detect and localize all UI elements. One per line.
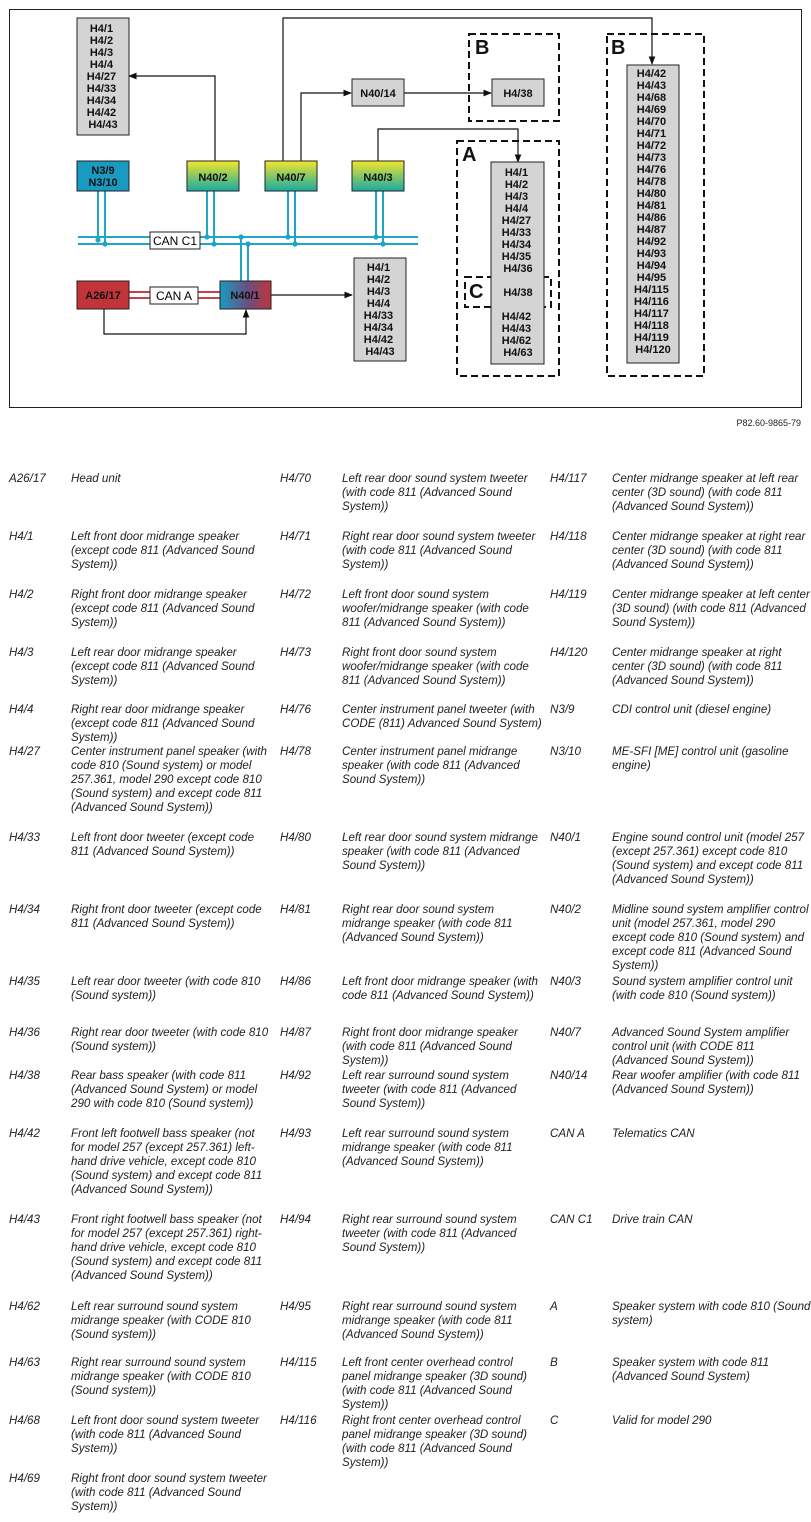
legend-code: H4/68 [9,1414,40,1427]
speaker-code: H4/33 [501,227,532,239]
group-a-label: A [462,144,477,166]
legend-description: Center midrange speaker at right center (3D sound) (with code 811 (Advanced Sound System)) [612,646,783,687]
legend-description: Drive train CAN [612,1213,693,1226]
speaker-code: H4/94 [636,260,667,272]
legend-code: H4/36 [9,1026,40,1039]
speaker-code: H4/27 [86,71,117,83]
speaker-code: H4/34 [86,95,117,107]
legend-description: Center instrument panel speaker (with code 810 (Sound system) or model 257.361, model 290 except code 810 (Sound system) and except code 811 (Advanced Sound System)) [71,745,267,814]
speaker-code: H4/118 [634,320,669,332]
legend-code: N40/3 [550,975,581,988]
n3-9-label: N3/9 [91,165,115,177]
legend-description: Left front door sound system tweeter (with code 811 (Advanced Sound System)) [71,1414,260,1455]
legend-description: Engine sound control unit (model 257 (except 257.361) except code 810 (Sound system) and except code 811 (Advanced Sound System)) [612,831,805,886]
legend-description: CDI control unit (diesel engine) [612,703,772,716]
legend-code: N40/2 [550,903,581,916]
legend-description: Left rear door sound system tweeter (with code 811 (Advanced Sound System)) [342,472,528,513]
legend-description: Left front door midrange speaker (with code 811 (Advanced Sound System)) [342,975,538,1002]
legend-code: H4/78 [280,745,311,758]
legend-code: H4/119 [550,588,587,601]
legend-description: Right rear door sound system midrange speaker (with code 811 (Advanced Sound System)) [342,903,513,944]
legend-description: Center midrange speaker at left rear center (3D sound) (with code 811 (Advanced Sound System)) [612,472,799,513]
legend-description: Center midrange speaker at left center (3D sound) (with code 811 (Advanced Sound System)) [612,588,810,629]
n40-2-output-list [87,23,119,131]
speaker-code: H4/68 [636,92,667,104]
legend-description: Valid for model 290 [612,1414,712,1427]
speaker-code: H4/62 [501,335,532,347]
speaker-code: H4/34 [363,322,394,334]
legend-code: H4/43 [9,1213,40,1226]
speaker-code: H4/86 [636,212,667,224]
legend-code: H4/70 [280,472,311,485]
legend-code: N40/1 [550,831,581,844]
legend-code: H4/3 [9,646,34,659]
speaker-code: H4/43 [501,323,532,335]
legend-code: A [550,1300,558,1313]
legend-code: H4/63 [9,1356,40,1369]
speaker-code: H4/42 [636,68,667,80]
speaker-code: H4/43 [636,80,667,92]
legend-description: Right rear door sound system tweeter (with code 811 (Advanced Sound System)) [342,530,536,571]
legend-description: Left rear surround sound system tweeter (with code 811 (Advanced Sound System)) [342,1069,517,1110]
speaker-code: H4/42 [501,311,532,323]
legend-code: N3/10 [550,745,581,758]
legend-description: Left rear surround sound system midrange speaker (with CODE 810 (Sound system)) [71,1300,251,1341]
legend-code: N40/14 [550,1069,588,1082]
legend-code: CAN C1 [550,1213,593,1226]
speaker-code: H4/2 [366,274,391,286]
speaker-code: H4/2 [504,179,529,191]
legend-description: Right front door sound system woofer/midrange speaker (with code 811 (Advanced Sound System)) [342,646,529,687]
legend-code: H4/81 [280,903,311,916]
speaker-code: H4/36 [503,263,533,275]
legend-code: H4/93 [280,1127,311,1140]
speaker-code: H4/71 [636,128,667,140]
speaker-code: H4/69 [636,104,667,116]
speaker-code: H4/93 [636,248,667,260]
legend-description: Front right footwell bass speaker (not for model 257 (except 257.361) right-hand drive vehicle, except code 810 (Sound system) and except code 811 (Advanced Sound System)) [71,1213,263,1282]
legend-description: Right rear surround sound system tweeter (with code 811 (Advanced Sound System)) [342,1213,517,1254]
legend-description: Telematics CAN [612,1127,695,1140]
speaker-code: H4/27 [501,215,532,227]
legend-code: H4/95 [280,1300,311,1313]
legend-code: H4/116 [280,1414,317,1427]
speaker-code: H4/72 [636,140,667,152]
speaker-code: H4/2 [89,35,114,47]
legend-code: H4/62 [9,1300,40,1313]
legend-description: Left rear door midrange speaker (except code 811 (Advanced Sound System)) [71,646,255,687]
figure-reference: P82.60-9865-79 [736,418,801,428]
speaker-code: H4/43 [365,346,395,358]
speaker-code: H4/70 [636,116,667,128]
legend-description: Speaker system with code 811 (Advanced Sound System) [612,1356,770,1383]
legend-description: Left front door midrange speaker (except code 811 (Advanced Sound System)) [71,530,255,571]
legend-description: Rear woofer amplifier (with code 811 (Advanced Sound System)) [612,1069,800,1096]
group-a-upper-list [502,167,534,275]
legend-code: H4/2 [9,588,34,601]
legend-code: C [550,1414,559,1427]
legend-code: H4/4 [9,703,34,716]
legend-description: Head unit [71,472,121,485]
legend-description: Center instrument panel tweeter (with CODE (811) Advanced Sound System) [342,703,542,730]
speaker-code: H4/42 [363,334,394,346]
legend-code: H4/94 [280,1213,311,1226]
legend-description: Speaker system with code 810 (Sound system) [612,1300,811,1327]
legend-description: Front left footwell bass speaker (not for model 257 (except 257.361) left-hand drive vehicle, except code 810 (Sound system) and except code 811 (Advanced Sound System)) [71,1127,263,1196]
speaker-code: H4/1 [366,262,391,274]
speaker-code: H4/35 [501,251,532,263]
legend-code: H4/120 [550,646,588,659]
speaker-code: H4/1 [89,23,114,35]
speaker-code: H4/76 [636,164,667,176]
speaker-code: H4/95 [636,272,667,284]
legend-description: Advanced Sound System amplifier control unit (with CODE 811 (Advanced Sound System)) [612,1026,790,1067]
n40-2-label: N40/2 [198,172,228,184]
legend-code: H4/1 [9,530,34,543]
legend-code: H4/80 [280,831,311,844]
legend-code: H4/87 [280,1026,311,1039]
legend-description: Left rear door tweeter (with code 810 (Sound system)) [71,975,261,1002]
speaker-code: H4/42 [86,107,117,119]
speaker-code: H4/119 [634,332,669,344]
speaker-code: H4/117 [634,308,669,320]
legend-description: Right rear surround sound system midrange speaker (with code 811 (Advanced Sound System)) [342,1300,517,1341]
speaker-code: H4/81 [636,200,667,212]
legend-description: Left front door tweeter (except code 811 (Advanced Sound System)) [71,831,255,858]
legend-code: H4/42 [9,1127,40,1140]
group-b-large-label: B [611,37,626,59]
legend-code: H4/71 [280,530,311,543]
speaker-code: H4/4 [89,59,114,71]
a26-17-label: A26/17 [85,290,121,302]
legend-description: Right rear door midrange speaker (except code 811 (Advanced Sound System)) [71,703,255,744]
speaker-code: H4/3 [366,286,391,298]
legend-description: Right front door midrange speaker (except code 811 (Advanced Sound System)) [71,588,255,629]
legend-description: Right rear door tweeter (with code 810 (Sound system)) [71,1026,269,1053]
legend-code: H4/72 [280,588,311,601]
legend-description: Left rear surround sound system midrange speaker (with code 811 (Advanced Sound System)) [342,1127,513,1168]
speaker-code: H4/43 [88,119,118,131]
can-a-label: CAN A [155,289,193,303]
legend-code: H4/92 [280,1069,311,1082]
group-b-large-list [634,68,672,356]
legend-description: Sound system amplifier control unit (with code 810 (Sound system)) [612,975,793,1002]
group-b-small-label: B [475,37,490,59]
legend-description: Left front center overhead control panel midrange speaker (3D sound) (with code 811 (Advanced Sound System)) [342,1356,527,1411]
legend-description: Left rear door sound system midrange speaker (with code 811 (Advanced Sound System)) [342,831,538,872]
speaker-code: H4/3 [504,191,529,203]
legend-code: N40/7 [550,1026,581,1039]
group-c-label: C [469,281,484,303]
speaker-code: H4/120 [635,344,671,356]
legend-code: N3/9 [550,703,575,716]
n40-14-label: N40/14 [360,88,396,100]
legend-code: H4/69 [9,1472,40,1485]
legend-description: Center midrange speaker at right rear center (3D sound) (with code 811 (Advanced Sound System)) [612,530,806,571]
speaker-code: H4/3 [89,47,114,59]
legend-code: H4/115 [280,1356,317,1369]
legend-code: CAN A [550,1127,586,1140]
legend-code: H4/34 [9,903,40,916]
group-a-lower-list [502,311,534,359]
legend-code: H4/27 [9,745,40,758]
legend-description: Center instrument panel midrange speaker (with code 811 (Advanced Sound System)) [342,745,520,786]
speaker-code: H4/33 [86,83,117,95]
speaker-code: H4/87 [636,224,667,236]
legend-code: H4/76 [280,703,311,716]
legend-code: H4/73 [280,646,311,659]
legend-description: Midline sound system amplifier control unit (model 257.361, model 290 except code 810 (Sound system) and except code 811 (Advanced Sound System)) [612,903,809,972]
h4-38-b-label: H4/38 [503,88,533,100]
speaker-code: H4/34 [501,239,532,251]
speaker-code: H4/73 [636,152,667,164]
speaker-code: H4/1 [504,167,529,179]
legend-description: ME-SFI [ME] control unit (gasoline engine) [612,745,789,772]
h4-38-c-label: H4/38 [503,287,533,299]
speaker-code: H4/116 [634,296,669,308]
n40-1-output-list [364,262,396,358]
legend-code: H4/86 [280,975,311,988]
n40-1-label: N40/1 [230,290,260,302]
legend-code: H4/118 [550,530,587,543]
legend-code: H4/38 [9,1069,40,1082]
n40-3-label: N40/3 [363,172,393,184]
legend-description: Rear bass speaker (with code 811 (Advanced Sound System) or model 290 with code 810 (Sound system)) [71,1069,258,1110]
speaker-code: H4/4 [366,298,391,310]
speaker-code: H4/78 [636,176,667,188]
speaker-code: H4/4 [504,203,529,215]
legend-description: Right front center overhead control panel midrange speaker (3D sound) (with code 811 (Advanced Sound System)) [342,1414,527,1469]
legend-code: A26/17 [9,472,46,485]
legend-code: H4/33 [9,831,40,844]
speaker-code: H4/80 [636,188,667,200]
n3-10-label: N3/10 [88,177,118,189]
legend-code: H4/117 [550,472,587,485]
can-c1-label: CAN C1 [152,234,198,248]
legend-description: Right front door tweeter (except code 811 (Advanced Sound System)) [71,903,262,930]
legend-description: Right rear surround sound system midrange speaker (with CODE 810 (Sound system)) [71,1356,251,1397]
legend-code: B [550,1356,558,1369]
legend-code: H4/35 [9,975,40,988]
legend-description: Left front door sound system woofer/midrange speaker (with code 811 (Advanced Sound System)) [342,588,529,629]
legend-description: Right front door midrange speaker (with code 811 (Advanced Sound System)) [342,1026,518,1067]
legend-description: Right front door sound system tweeter (with code 811 (Advanced Sound System)) [71,1472,267,1513]
n40-7-label: N40/7 [276,172,306,184]
speaker-code: H4/115 [634,284,669,296]
speaker-code: H4/33 [363,310,394,322]
wiring-diagram [0,0,811,420]
speaker-code: H4/92 [636,236,667,248]
speaker-code: H4/63 [503,347,533,359]
